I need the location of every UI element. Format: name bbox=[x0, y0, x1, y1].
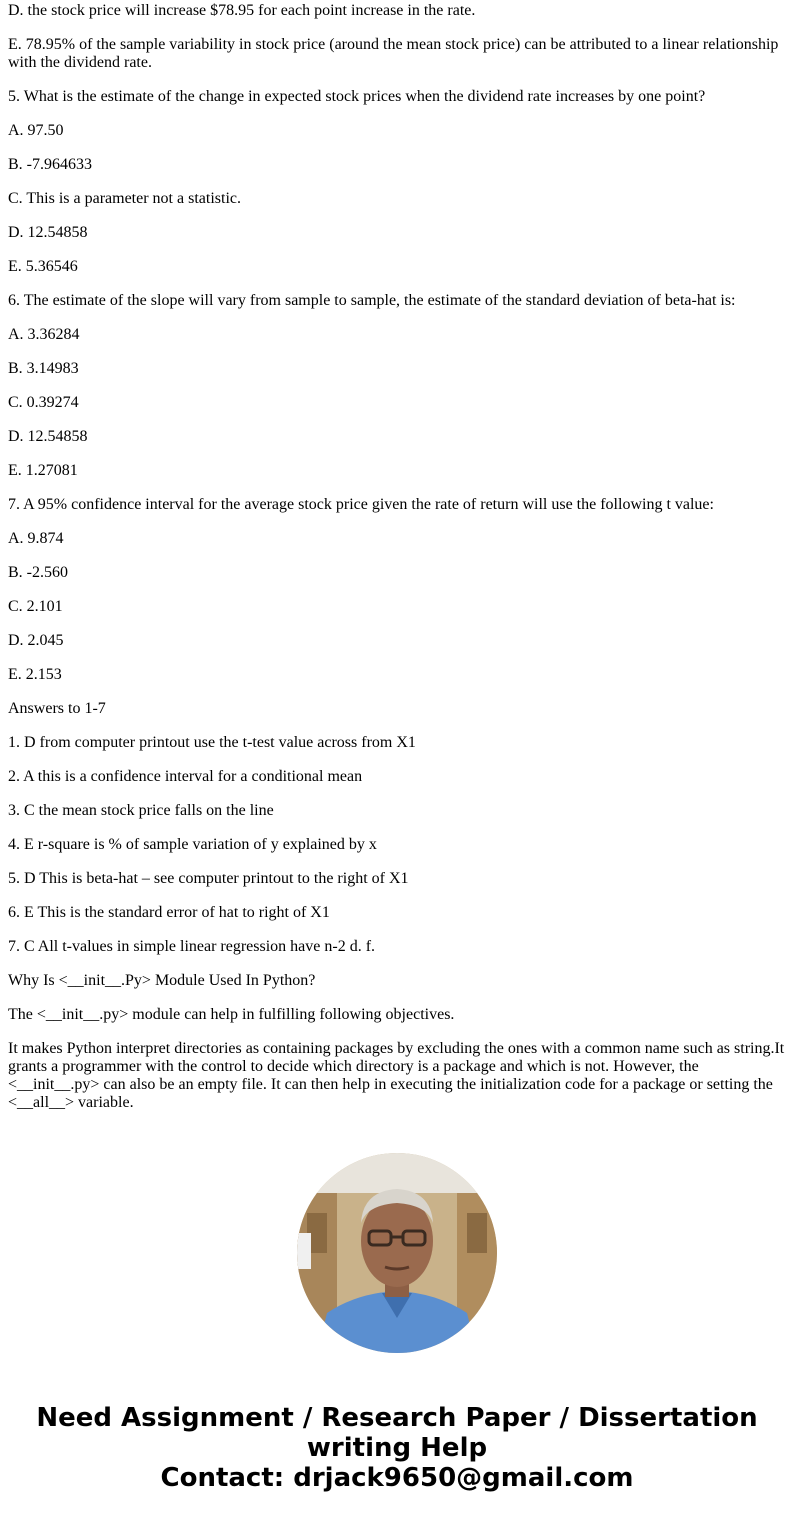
option-c-q5: C. This is a parameter not a statistic. bbox=[8, 190, 241, 207]
option-d-q5: D. 12.54858 bbox=[8, 224, 88, 241]
init-intro: The <__init__.py> module can help in fulfilling following objectives. bbox=[8, 1006, 455, 1023]
author-photo bbox=[297, 1153, 497, 1353]
answer-2: 2. A this is a confidence interval for a conditional mean bbox=[8, 768, 363, 785]
question-6: 6. The estimate of the slope will vary from sample to sample, the estimate of the standard deviation of beta-hat is: bbox=[8, 292, 736, 309]
option-a-q7: A. 9.874 bbox=[8, 530, 64, 547]
option-e-q6: E. 1.27081 bbox=[8, 462, 78, 479]
question-5: 5. What is the estimate of the change in expected stock prices when the dividend rate increases by one point? bbox=[8, 88, 706, 105]
answers-heading: Answers to 1-7 bbox=[8, 700, 106, 717]
answer-1: 1. D from computer printout use the t-test value across from X1 bbox=[8, 734, 416, 751]
contact-banner bbox=[0, 1403, 794, 1493]
option-b-q7: B. -2.560 bbox=[8, 564, 68, 581]
option-c-q7: C. 2.101 bbox=[8, 598, 63, 615]
answer-6: 6. E This is the standard error of hat to right of X1 bbox=[8, 904, 330, 921]
init-explanation: It makes Python interpret directories as containing packages by excluding the ones with a common name such as string.It grants a programmer with the control to decide which directory is a package and which is not. However, the <__init__.py> can also be an empty file. It can then help in executing the initialization code for a package or setting the <__all__> variable. bbox=[8, 1040, 785, 1111]
banner-line-1: Need Assignment / Research Paper / Dissertation bbox=[36, 1403, 758, 1433]
option-d-q7: D. 2.045 bbox=[8, 632, 64, 649]
banner-contact-line: Contact: drjack9650@gmail.com bbox=[160, 1463, 634, 1493]
option-c-q6: C. 0.39274 bbox=[8, 394, 79, 411]
option-e-q5: E. 5.36546 bbox=[8, 258, 78, 275]
answer-4: 4. E r-square is % of sample variation of y explained by x bbox=[8, 836, 377, 853]
option-d-q6: D. 12.54858 bbox=[8, 428, 88, 445]
question-7: 7. A 95% confidence interval for the average stock price given the rate of return will use the following t value: bbox=[8, 496, 714, 513]
author-portrait bbox=[297, 1153, 497, 1353]
option-d-q4: D. the stock price will increase $78.95 for each point increase in the rate. bbox=[8, 2, 476, 19]
init-question: Why Is <__init__.Py> Module Used In Python? bbox=[8, 972, 316, 989]
banner-line-2: writing Help bbox=[306, 1433, 488, 1463]
option-b-q5: B. -7.964633 bbox=[8, 156, 92, 173]
option-e-q4: E. 78.95% of the sample variability in stock price (around the mean stock price) can be attributed to a linear relationship with the dividend rate. bbox=[8, 36, 779, 71]
answer-3: 3. C the mean stock price falls on the line bbox=[8, 802, 274, 819]
option-a-q6: A. 3.36284 bbox=[8, 326, 80, 343]
option-a-q5: A. 97.50 bbox=[8, 122, 64, 139]
document-body bbox=[8, 2, 786, 1128]
answer-5: 5. D This is beta-hat – see computer printout to the right of X1 bbox=[8, 870, 409, 887]
option-b-q6: B. 3.14983 bbox=[8, 360, 79, 377]
answer-7: 7. C All t-values in simple linear regression have n-2 d. f. bbox=[8, 938, 376, 955]
option-e-q7: E. 2.153 bbox=[8, 666, 62, 683]
